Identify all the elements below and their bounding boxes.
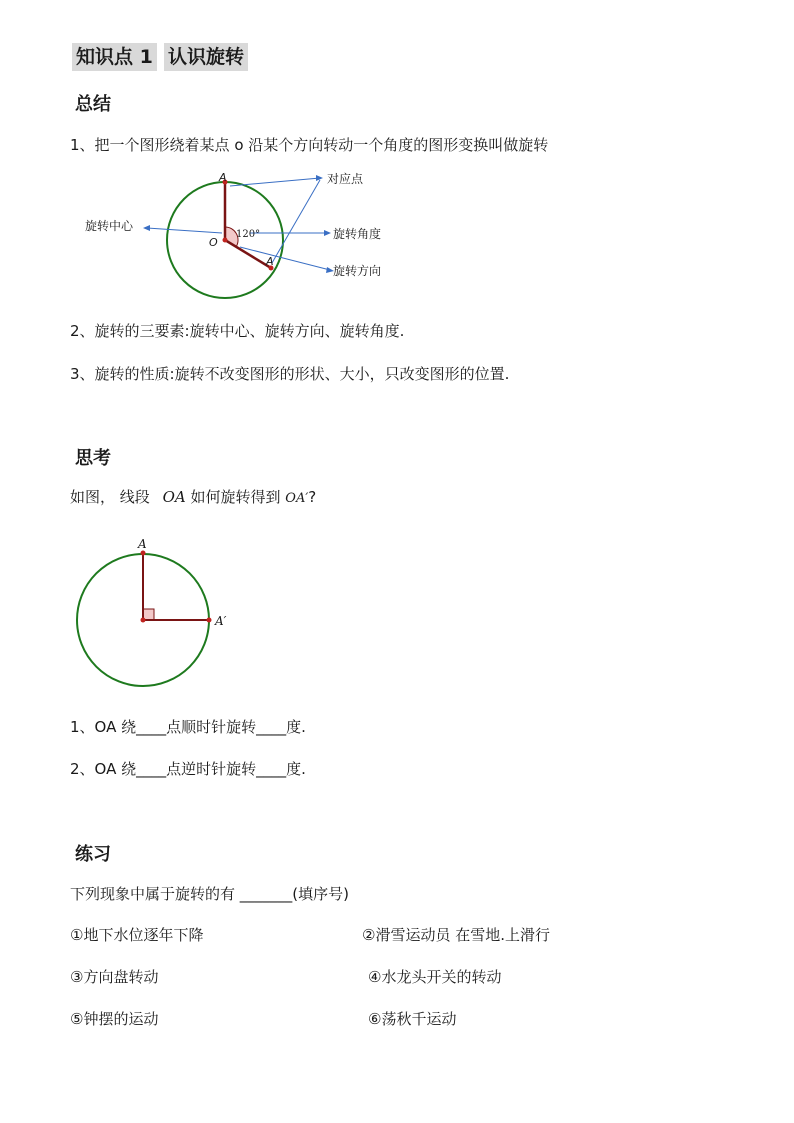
label-rotation-angle: 旋转角度 (333, 227, 382, 241)
question-segment-oa: OA (162, 488, 186, 506)
label-corresponding-point: 对应点 (327, 172, 364, 186)
rotation-diagram (80, 165, 410, 305)
title-part-2: 认识旋转 (164, 43, 248, 71)
option-6: ⑥荡秋千运动 (368, 1010, 457, 1028)
point-o-2 (141, 618, 146, 623)
label-rotation-direction: 旋转方向 (333, 264, 382, 278)
label-angle-value: 120° (236, 229, 261, 240)
summary-heading: 总结 (75, 94, 111, 115)
point-a-prime-2 (207, 618, 212, 623)
summary-item-2: 2、旋转的三要素:旋转中心、旋转方向、旋转角度. (70, 322, 405, 340)
arrow-point-1 (230, 178, 320, 186)
question-prefix: 如图， 线段 (70, 488, 150, 506)
practice-prompt: 下列现象中属于旋转的有 _______(填序号) (70, 885, 349, 903)
label-a-2: A (138, 537, 147, 551)
think-question (70, 486, 316, 507)
question-segment-oa-prime: OA′ (285, 491, 309, 506)
label-rotation-center: 旋转中心 (85, 219, 134, 233)
think-question-1: 1、OA 绕____点顺时针旋转____度. (70, 718, 306, 736)
label-point-o: O (209, 236, 218, 249)
summary-item-3: 3、旋转的性质:旋转不改变图形的形状、大小，只改变图形的位置. (70, 365, 510, 383)
option-4: ④水龙头开关的转动 (368, 968, 502, 986)
label-point-a-rotated: A (266, 255, 274, 268)
right-angle-diagram (60, 535, 260, 695)
summary-item-1: 1、把一个图形绕着某点 o 沿某个方向转动一个角度的图形变换叫做旋转 (70, 136, 549, 154)
option-5: ⑤钟摆的运动 (70, 1010, 159, 1028)
arrowhead-angle (324, 230, 331, 236)
point-o (223, 238, 228, 243)
think-question-2: 2、OA 绕____点逆时针旋转____度. (70, 760, 306, 778)
arrow-center (147, 228, 222, 233)
option-3: ③方向盘转动 (70, 968, 159, 986)
segment-oa-prime (225, 240, 271, 268)
point-a-2 (141, 551, 146, 556)
option-2: ②滑雪运动员 在雪地.上滑行 (362, 926, 550, 944)
title-part-1: 知识点 1 (72, 43, 157, 71)
label-point-a: A (219, 171, 227, 184)
think-heading: 思考 (75, 448, 111, 469)
question-suffix: ? (308, 488, 317, 506)
lesson-title (72, 44, 248, 70)
arrowhead-center (143, 225, 150, 231)
question-middle: 如何旋转得到 (190, 488, 281, 506)
label-a-prime-2: A′ (215, 614, 227, 628)
practice-heading: 练习 (75, 844, 111, 865)
option-1: ①地下水位逐年下降 (70, 926, 204, 944)
